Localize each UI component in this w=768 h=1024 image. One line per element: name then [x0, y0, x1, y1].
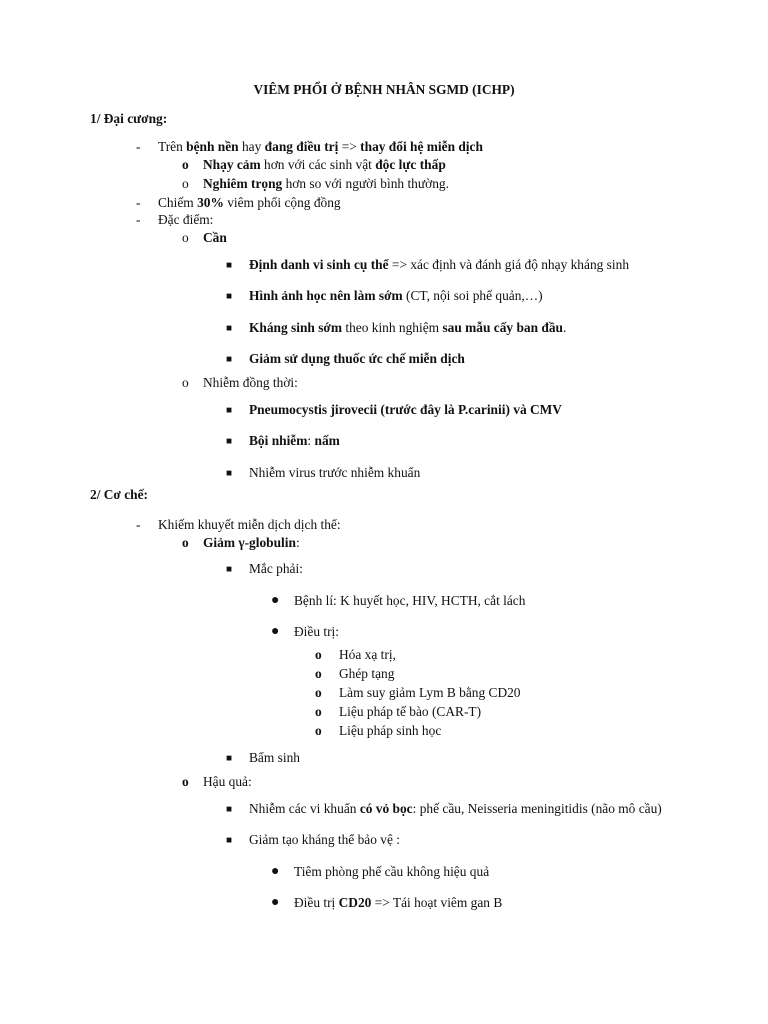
circle-bullet: o — [315, 723, 322, 738]
square-bullet: ■ — [226, 260, 233, 271]
list-item: Nhạy cảm hơn với các sinh vật độc lực thấp — [203, 157, 446, 172]
circle-bullet: o — [182, 535, 189, 550]
list-item: Nghiêm trọng hơn so với người bình thường. — [203, 176, 449, 191]
list-item: Hình ảnh học nên làm sớm (CT, nội soi phế quản,…) — [249, 288, 543, 303]
list-item: Cần — [203, 230, 227, 245]
circle-bullet: o — [182, 774, 189, 789]
list-item: Bội nhiễm: nấm — [249, 433, 340, 448]
list-item: Hóa xạ trị, — [339, 647, 396, 662]
circle-bullet: o — [315, 685, 322, 700]
square-bullet: ■ — [226, 804, 233, 815]
circle-bullet: o — [182, 176, 189, 191]
list-item: Kháng sinh sớm theo kinh nghiệm sau mẫu cấy ban đầu. — [249, 320, 567, 335]
list-item: Điều trị: — [294, 624, 339, 639]
list-item: Nhiễm virus trước nhiễm khuẩn — [249, 465, 421, 480]
list-item: Liệu pháp sinh học — [339, 723, 442, 738]
dot-bullet: ● — [271, 864, 280, 879]
list-item: Bệnh lí: K huyết học, HIV, HCTH, cắt lách — [294, 593, 526, 608]
list-item: Nhiễm các vi khuẩn có vỏ bọc: phế cầu, Neisseria meningitidis (não mô cầu) — [249, 801, 662, 816]
square-bullet: ■ — [226, 753, 233, 764]
dash-bullet: - — [136, 139, 141, 154]
dot-bullet: ● — [271, 624, 280, 639]
list-item: Tiêm phòng phế cầu không hiệu quả — [294, 864, 490, 879]
list-item: Giảm γ-globulin: — [203, 535, 300, 550]
document-title: VIÊM PHỔI Ở BỆNH NHÂN SGMD (ICHP) — [253, 82, 515, 97]
list-item: Làm suy giảm Lym B bằng CD20 — [339, 685, 521, 700]
list-item: Nhiễm đồng thời: — [203, 375, 298, 390]
circle-bullet: o — [315, 704, 322, 719]
list-item: Pneumocystis jirovecii (trước đây là P.carinii) và CMV — [249, 402, 562, 417]
list-item: Bẩm sinh — [249, 750, 300, 765]
square-bullet: ■ — [226, 835, 233, 846]
list-item: Trên bệnh nền hay đang điều trị => thay đổi hệ miễn dịch — [158, 139, 483, 154]
list-item: Liệu pháp tế bào (CAR-T) — [339, 704, 482, 719]
section-heading-general: 1/ Đại cương: — [90, 111, 168, 126]
list-item: Ghép tạng — [339, 666, 395, 681]
list-item: Điều trị CD20 => Tái hoạt viêm gan B — [294, 895, 503, 910]
circle-bullet: o — [182, 375, 189, 390]
square-bullet: ■ — [226, 291, 233, 302]
square-bullet: ■ — [226, 468, 233, 479]
dash-bullet: - — [136, 212, 141, 227]
dot-bullet: ● — [271, 895, 280, 910]
dash-bullet: - — [136, 517, 141, 532]
square-bullet: ■ — [226, 436, 233, 447]
list-item: Khiếm khuyết miễn dịch dịch thể: — [158, 517, 341, 532]
circle-bullet: o — [315, 666, 322, 681]
list-item: Đặc điểm: — [158, 212, 214, 227]
dot-bullet: ● — [271, 593, 280, 608]
circle-bullet: o — [182, 157, 189, 172]
section-heading-mechanism: 2/ Cơ chế: — [90, 487, 148, 502]
dash-bullet: - — [136, 195, 141, 210]
list-item: Giảm sử dụng thuốc ức chế miễn dịch — [249, 351, 465, 366]
list-item: Chiếm 30% viêm phổi cộng đồng — [158, 195, 341, 210]
circle-bullet: o — [182, 230, 189, 245]
square-bullet: ■ — [226, 405, 233, 416]
list-item: Định danh vi sinh cụ thể => xác định và đánh giá độ nhạy kháng sinh — [249, 257, 630, 272]
square-bullet: ■ — [226, 323, 233, 334]
list-item: Mắc phải: — [249, 561, 303, 576]
square-bullet: ■ — [226, 354, 233, 365]
list-item: Hậu quả: — [203, 774, 252, 789]
list-item: Giảm tạo kháng thể bảo vệ : — [249, 832, 400, 847]
circle-bullet: o — [315, 647, 322, 662]
square-bullet: ■ — [226, 564, 233, 575]
